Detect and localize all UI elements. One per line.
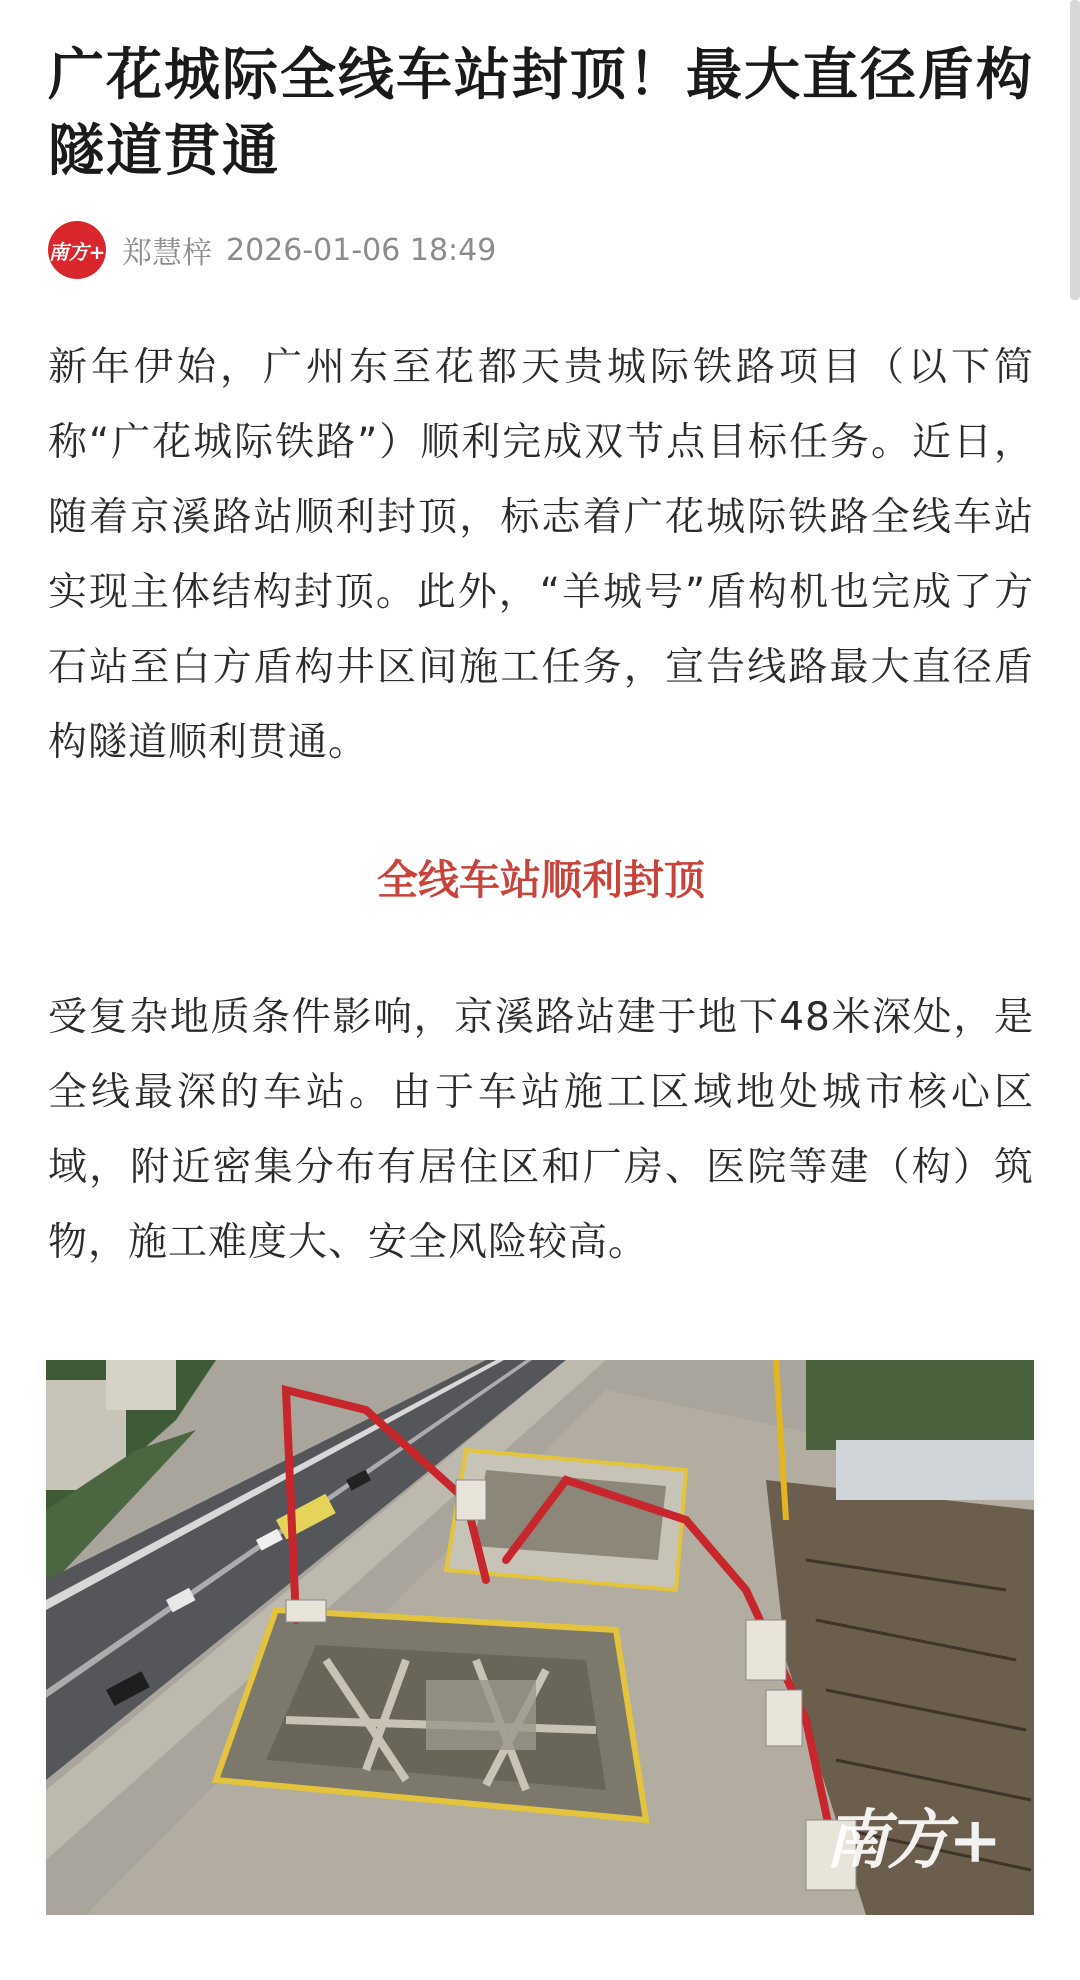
article-meta <box>48 220 1034 280</box>
article <box>48 0 1034 1280</box>
section-heading: 全线车站顺利封顶 <box>377 856 705 904</box>
avatar-logo-text: 南方+ <box>48 239 106 264</box>
paragraph-intro: 新年伊始，广州东至花都天贵城际铁路项目（以下简称“广花城际铁路”）顺利完成双节点目标任务。近日，随着京溪路站顺利封顶，标志着广花城际铁路全线车站实现主体结构封顶。此外，“羊城号”盾构机也完成了方石站至白方盾构井区间施工任务，宣告线路最大直径盾构隧道顺利贯通。 <box>48 345 1034 765</box>
paragraph-station: 受复杂地质条件影响，京溪路站建于地下48米深处，是全线最深的车站。由于车站施工区域地处城市核心区域，附近密集分布有居住区和厂房、医院等建（构）筑物，施工难度大、安全风险较高。 <box>48 995 1034 1265</box>
photo-watermark: 南方+ <box>824 1803 1000 1878</box>
article-photo[interactable] <box>46 1360 1034 1915</box>
article-title: 广花城际全线车站封顶！最大直径盾构隧道贯通 <box>48 43 1034 184</box>
scrollbar[interactable] <box>1070 0 1080 300</box>
author-avatar[interactable] <box>48 221 106 279</box>
author-name[interactable]: 郑慧梓 <box>122 236 212 271</box>
publish-time: 2026-01-06 18:49 <box>226 232 497 268</box>
